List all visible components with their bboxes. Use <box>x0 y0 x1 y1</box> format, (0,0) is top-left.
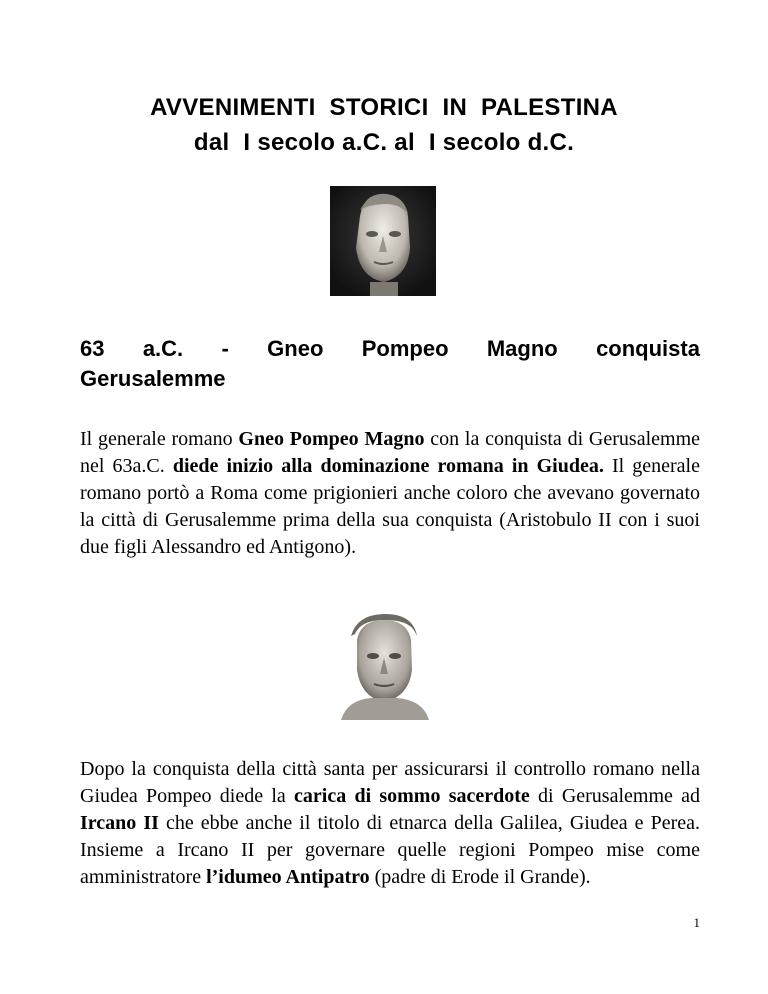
section-heading-line-2: Gerusalemme <box>80 366 226 391</box>
text-run: Il generale romano <box>80 428 239 450</box>
pompey-bust-image-1 <box>330 186 436 296</box>
bold-text-run: Ircano II <box>80 812 159 834</box>
text-run: (padre di Erode il Grande). <box>369 866 591 888</box>
page-number: 1 <box>693 915 700 930</box>
bold-text-run: diede inizio alla dominazione romana in Giudea. <box>172 455 604 477</box>
bold-text-run: Gneo Pompeo Magno <box>238 428 425 450</box>
heading-word: conquista <box>596 336 700 361</box>
bold-text-run: l’idumeo Antipatro <box>206 866 370 888</box>
pompey-bust-image-2 <box>327 610 441 720</box>
heading-word: 63 <box>80 336 105 361</box>
heading-word: Pompeo <box>361 336 449 361</box>
paragraph-2 <box>80 756 700 891</box>
title-line-2: dal I secolo a.C. al I secolo d.C. <box>193 129 575 156</box>
heading-word: Magno <box>486 336 558 361</box>
text-run: con la conquista di Gerusalemme nel 63a.C. <box>80 428 700 477</box>
text-run: che ebbe anche il titolo di etnarca della Galilea, Giudea e Perea. Insieme a Ircano II per governare quelle regioni Pompeo mise come amministratore <box>80 812 700 888</box>
text-run: Dopo la conquista della città santa per assicurarsi il controllo romano nella Giudea Pompeo diede la <box>80 758 700 807</box>
paragraph-1 <box>80 426 700 561</box>
heading-word: Gneo <box>267 336 324 361</box>
text-run: di Gerusalemme ad <box>529 785 700 807</box>
heading-word: - <box>221 336 229 361</box>
text-run: Il generale romano portò a Roma come prigionieri anche coloro che avevano governato la città di Gerusalemme prima della sua conquista (Aristobulo II con i suoi due figli Alessandro ed Antigono). <box>80 455 700 558</box>
bold-text-run: carica di sommo sacerdote <box>294 785 530 807</box>
title-line-1: AVVENIMENTI STORICI IN PALESTINA <box>150 94 618 121</box>
heading-word: a.C. <box>142 336 184 361</box>
section-heading <box>80 334 700 364</box>
